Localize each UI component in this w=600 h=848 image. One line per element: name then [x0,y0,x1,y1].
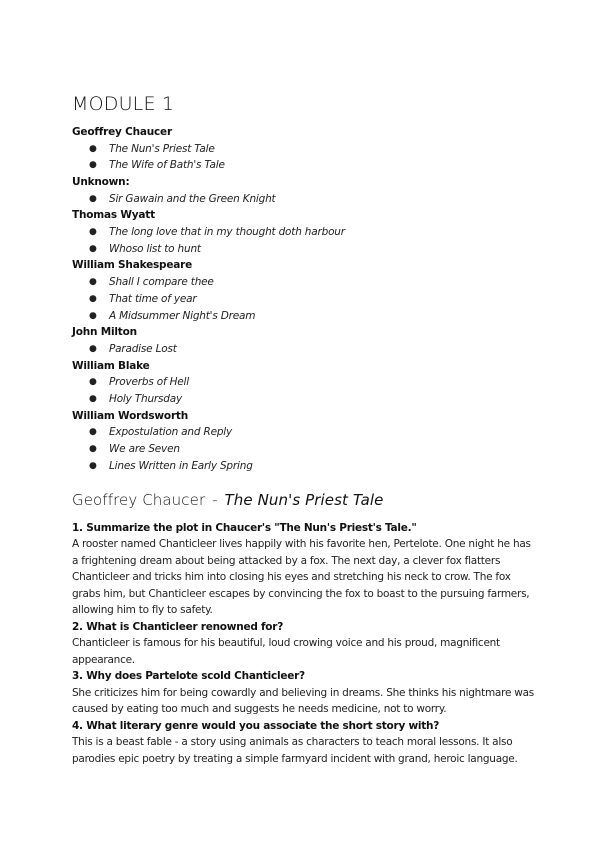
section-separator: - [212,490,218,509]
author-list [72,124,540,475]
works-list [72,141,540,175]
work-title: A Midsummer Night's Dream [109,309,256,322]
work-title: The long love that in my thought doth harbour [109,225,345,238]
work-title: That time of year [109,292,197,305]
answer: This is a beast fable - a story using animals as characters to teach moral lessons. It also parodies epic poetry by treating a simple farmyard incident with grand, heroic language. [72,736,518,765]
bullet-icon: ● [89,343,97,354]
work-title: The Wife of Bath's Tale [109,159,225,172]
bullet-icon: ● [89,393,97,404]
author-name: William Wordsworth [72,409,189,422]
bullet-icon: ● [89,460,97,471]
bullet-icon: ● [89,377,97,388]
work-title: Lines Written in Early Spring [109,459,253,472]
section-title [72,490,540,510]
author-name: John Milton [72,326,137,339]
question: 4. What literary genre would you associate the short story with? [72,719,440,732]
work-item [72,308,540,325]
question: 3. Why does Partelote scold Chanticleer? [72,670,305,683]
author-name: William Shakespeare [72,259,193,272]
work-item [72,241,540,258]
bullet-icon: ● [89,243,97,254]
work-title: Paradise Lost [109,342,177,355]
bullet-icon: ● [89,427,97,438]
work-title: Sir Gawain and the Green Knight [109,192,276,205]
work-title: We are Seven [109,443,180,456]
work-item [72,141,540,158]
works-list [72,374,540,408]
author-name: William Blake [72,359,150,372]
answer: She criticizes him for being cowardly and believing in dreams. She thinks his nightmare was caused by eating too much and suggests he needs medicine, not to worry. [72,686,534,716]
work-title: Whoso list to hunt [109,242,201,255]
work-item [72,458,540,475]
work-item [72,341,540,358]
bullet-icon: ● [89,143,97,154]
work-title: Shall I compare thee [109,275,214,288]
work-item [72,191,540,208]
work-title: The Nun's Priest Tale [109,142,215,155]
work-title: Proverbs of Hell [109,376,189,389]
bullet-icon: ● [89,293,97,304]
work-item [72,391,540,408]
question: 2. What is Chanticleer renowned for? [72,620,284,633]
qa-list [72,520,540,768]
author-name: Thomas Wyatt [72,209,155,222]
work-item [72,424,540,441]
work-item [72,441,540,458]
works-list [72,224,540,258]
work-title: Holy Thursday [109,392,183,405]
section-author: Geoffrey Chaucer [72,490,206,509]
works-list [72,424,540,474]
bullet-icon: ● [89,444,97,455]
answer: A rooster named Chanticleer lives happily with his favorite hen, Pertelote. One night he has a frightening dream about being attacked by a fox. The next day, a clever fox flatters Chanticleer and tricks him into closing his eyes and stretching his neck to crow. The fox grabs him, but Chanticleer escapes by convincing the fox to boast to the pursuing farmers, allowing him to fly to safety. [72,538,531,617]
author-name: Geoffrey Chaucer [72,126,172,138]
work-item [72,274,540,291]
author-name: Unknown: [72,176,130,189]
work-item [72,224,540,241]
bullet-icon: ● [89,193,97,204]
works-list [72,341,540,358]
bullet-icon: ● [89,226,97,237]
bullet-icon: ● [89,160,97,171]
work-title: Expostulation and Reply [109,426,233,439]
work-item [72,374,540,391]
bullet-icon: ● [89,276,97,287]
section-work: The Nun's Priest Tale [224,490,384,509]
question: 1. Summarize the plot in Chaucer's "The Nun's Priest's Tale." [72,521,417,534]
works-list [72,274,540,324]
works-list [72,191,540,208]
work-item [72,157,540,174]
bullet-icon: ● [89,310,97,321]
module-title: MODULE 1 [72,93,175,115]
answer: Chanticleer is famous for his beautiful, loud crowing voice and his proud, magnificent appearance. [72,637,500,666]
work-item [72,291,540,308]
